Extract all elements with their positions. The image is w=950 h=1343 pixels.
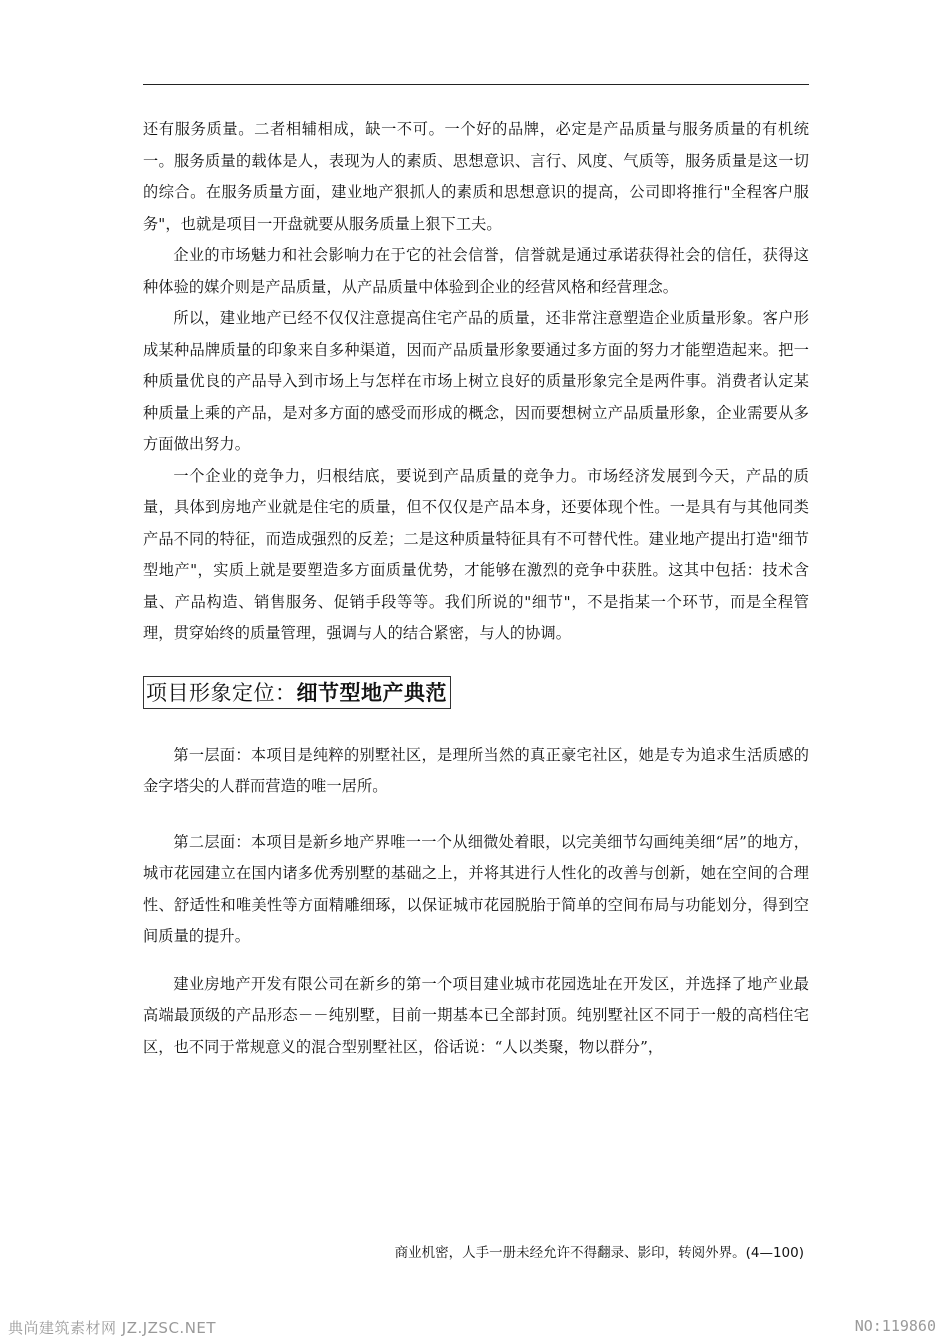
paragraph-6: 第二层面：本项目是新乡地产界唯一一个从细微处着眼，以完美细节勾画纯美细“居”的地方，城市花园建立在国内诸多优秀别墅的基础之上，并将其进行人性化的改善与创新，她在空间的合理性、舒适性和唯美性等方面精雕细琢，以保证城市花园脱胎于简单的空间布局与功能划分，得到空间质量的提升。 [143, 832, 809, 945]
watermark-number: NO:119860 [854, 1317, 936, 1335]
heading-emphasis: 细节型地产典范 [296, 680, 447, 705]
section-heading [143, 676, 809, 710]
heading-box [143, 676, 451, 709]
paragraph-7: 建业房地产开发有限公司在新乡的第一个项目建业城市花园选址在开发区，并选择了地产业最高端最顶级的产品形态－－纯别墅，目前一期基本已全部封顶。纯别墅社区不同于一般的高档住宅区，也不同于常规意义的混合型别墅社区，俗话说：“人以类聚，物以群分”， [143, 974, 809, 1056]
heading-label: 项目形象定位： [146, 680, 297, 705]
footer-notice: 商业机密，人手一册未经允许不得翻录、影印，转阅外界。(4—100) [394, 1245, 804, 1261]
paragraph-5: 第一层面：本项目是纯粹的别墅社区，是理所当然的真正豪宅社区，她是专为追求生活质感的金字塔尖的人群而营造的唯一居所。 [143, 745, 809, 795]
paragraph-4: 一个企业的竞争力，归根结底，要说到产品质量的竞争力。市场经济发展到今天，产品的质量，具体到房地产业就是住宅的质量，但不仅仅是产品本身，还要体现个性。一是具有与其他同类产品不同的特征，而造成强烈的反差；二是这种质量特征具有不可替代性。建业地产提出打造"细节型地产"，实质上就是要塑造多方面质量优势，才能够在激烈的竞争中获胜。这其中包括：技术含量、产品构造、销售服务、促销手段等等。我们所说的"细节"，不是指某一个环节，而是全程管理，贯穿始终的质量管理，强调与人的结合紧密，与人的协调。 [143, 466, 809, 642]
paragraph-3: 所以，建业地产已经不仅仅注意提高住宅产品的质量，还非常注意塑造企业质量形象。客户形成某种品牌质量的印象来自多种渠道，因而产品质量形象要通过多方面的努力才能塑造起来。把一种质量优良的产品导入到市场上与怎样在市场上树立良好的质量形象完全是两件事。消费者认定某种质量上乘的产品，是对多方面的感受而形成的概念，因而要想树立产品质量形象，企业需要从多方面做出努力。 [143, 309, 809, 453]
document-page [143, 114, 809, 1063]
watermark-site: 典尚建筑素材网 JZ.JZSC.NET [8, 1319, 217, 1337]
paragraph-1: 还有服务质量。二者相辅相成，缺一不可。一个好的品牌，必定是产品质量与服务质量的有机统一。服务质量的载体是人，表现为人的素质、思想意识、言行、风度、气质等，服务质量是这一切的综合。在服务质量方面，建业地产狠抓人的素质和思想意识的提高，公司即将推行"全程客户服务"，也就是项目一开盘就要从服务质量上狠下工夫。 [143, 120, 809, 233]
paragraph-2: 企业的市场魅力和社会影响力在于它的社会信誉，信誉就是通过承诺获得社会的信任，获得这种体验的媒介则是产品质量，从产品质量中体验到企业的经营风格和经营理念。 [143, 246, 809, 296]
header-rule [143, 84, 809, 85]
